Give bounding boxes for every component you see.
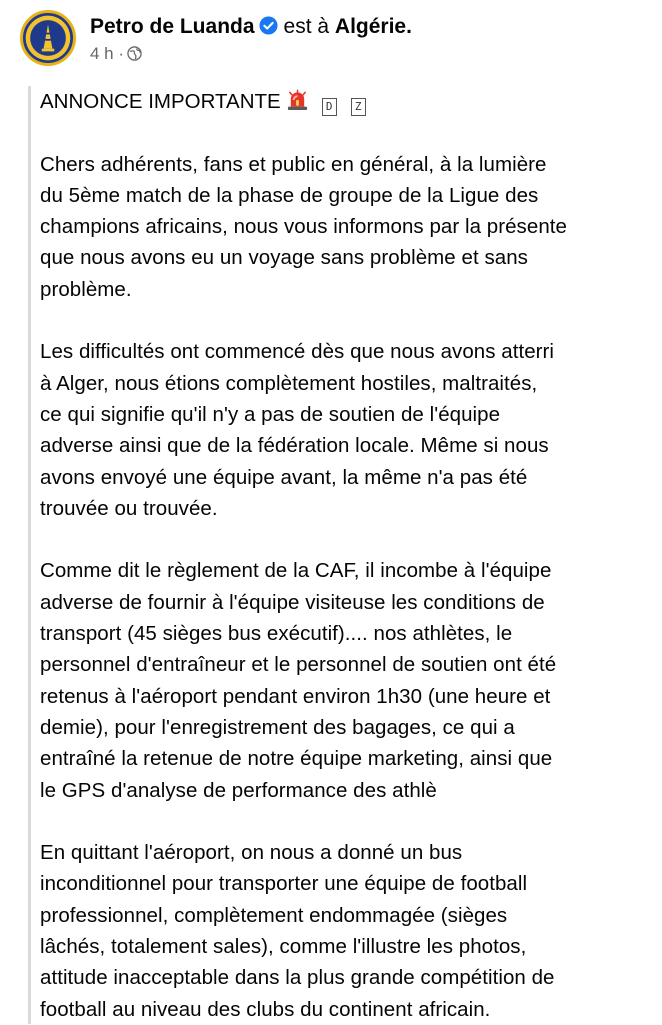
headline-text: ANNONCE IMPORTANTE [40,90,281,113]
paragraph-line: demie), pour l'enregistrement des bagages, ce qui a [40,715,515,739]
paragraph-line: entraîné la retenue de notre équipe marketing, ainsi que [40,747,553,771]
globe-icon[interactable] [127,46,142,61]
post-timestamp[interactable]: 4 h [90,44,114,63]
post-paragraph [40,837,656,1025]
post-paragraph [40,149,656,305]
paragraph-line: Les difficultés ont commencé dès que nous avons atterri [40,340,555,364]
verified-badge-icon [259,16,278,35]
missing-glyph-box: Z [351,98,366,116]
paragraph-line: lâchés, totalement sales), comme l'illustre les photos, [40,935,527,959]
paragraph-line: inconditionnel pour transporter une équipe de football [40,872,528,896]
paragraph-line: adverse ainsi que de la fédération locale. Même si nous [40,434,549,458]
paragraph-line: le GPS d'analyse de performance des athlè [40,778,437,802]
paragraph-line: trouvée ou trouvée. [40,496,218,520]
paragraph-line: Chers adhérents, fans et public en général, à la lumière [40,152,547,176]
post-paragraph [40,336,656,524]
missing-glyph-box: D [322,98,337,116]
siren-icon [287,89,308,111]
post-paragraph [40,555,656,805]
paragraph-line: attitude inacceptable dans la plus grande compétition de [40,966,555,990]
header-title-line [90,14,412,40]
paragraph-line: que nous avons eu un voyage sans problème et sans [40,246,528,270]
paragraph-line: problème. [40,277,132,301]
post-headline [40,86,656,117]
paragraph-line: professionnel, complètement endommagée (sièges [40,903,508,927]
club-logo-icon [23,13,73,63]
post-header [20,8,642,70]
header-text [90,14,412,64]
paragraph-line: ce qui signifie qu'il n'y a pas de soutien de l'équipe [40,402,501,426]
post-meta [90,44,412,64]
location-link[interactable]: Algérie. [334,15,412,38]
paragraph-line: En quittant l'aéroport, on nous a donné un bus [40,841,463,865]
location-prefix: est à [283,15,330,38]
meta-separator: · [118,44,125,63]
paragraph-line: transport (45 sièges bus exécutif).... nos athlètes, le [40,622,513,646]
paragraph-line: retenus à l'aéroport pendant environ 1h30 (une heure et [40,684,551,708]
post-body [28,86,656,1024]
paragraph-line: champions africains, nous vous informons par la présente [40,215,567,239]
page-avatar[interactable] [20,10,76,66]
paragraph-line: adverse de fournir à l'équipe visiteuse les conditions de [40,590,545,614]
paragraph-line: à Alger, nous étions complètement hostiles, maltraités, [40,371,538,395]
paragraph-line: personnel d'entraîneur et le personnel de soutien ont été [40,653,557,677]
paragraph-line: avons envoyé une équipe avant, la même n'a pas été [40,465,528,489]
page-name-link[interactable]: Petro de Luanda [90,15,255,38]
paragraph-line: Comme dit le règlement de la CAF, il incombe à l'équipe [40,559,552,583]
paragraph-line: football au niveau des clubs du continent africain. [40,997,491,1021]
paragraph-line: du 5ème match de la phase de groupe de la Ligue des [40,183,539,207]
